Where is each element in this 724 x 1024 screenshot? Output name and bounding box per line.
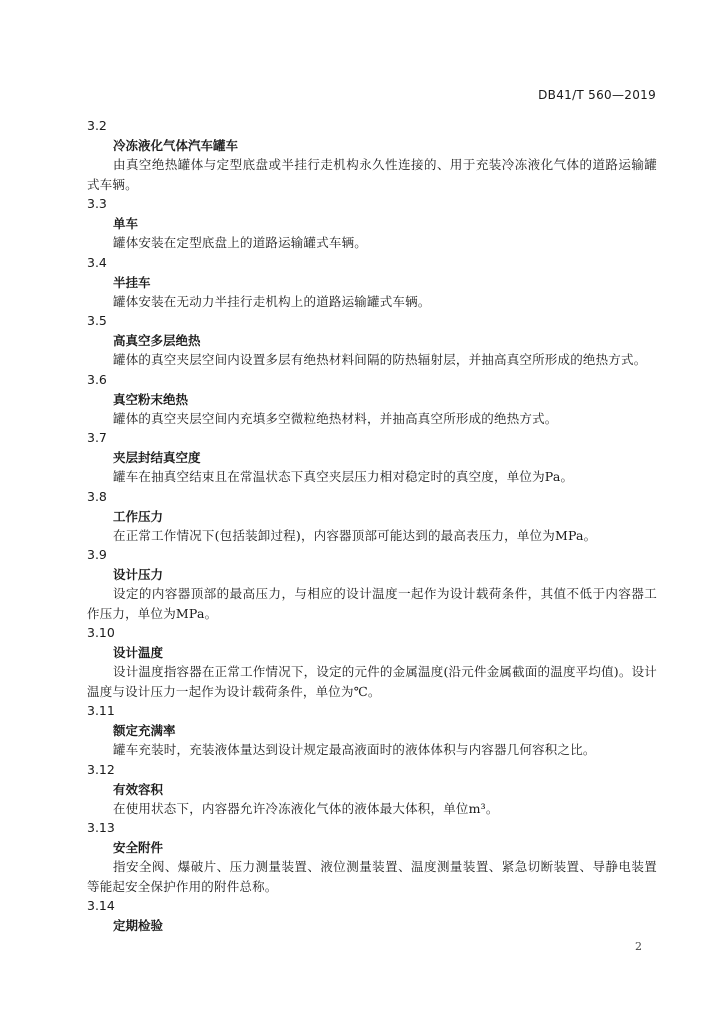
definition-entry [87, 760, 657, 819]
clause-number: 3.10 [87, 625, 115, 640]
definition-entry [87, 311, 657, 370]
clause-number: 3.11 [87, 703, 115, 718]
definition-entry [87, 194, 657, 253]
definition-entry [87, 370, 657, 429]
term-definition: 罐车充装时，充装液体量达到设计规定最高液面时的液体体积与内容器几何容积之比。 [113, 742, 596, 757]
clause-number: 3.2 [87, 118, 107, 133]
term-title: 冷冻液化气体汽车罐车 [113, 138, 239, 153]
term-definition: 在正常工作情况下(包括装卸过程)，内容器顶部可能达到的最高表压力，单位为MPa。 [113, 527, 597, 543]
definition-entry [87, 545, 657, 623]
term-title: 设计压力 [113, 567, 164, 582]
term-definition: 在使用状态下，内容器允许冷冻液化气体的液体最大体积，单位m³。 [113, 800, 499, 816]
definition-entry [87, 487, 657, 546]
term-definition: 罐车在抽真空结束且在常温状态下真空夹层压力相对稳定时的真空度，单位为Pa。 [113, 469, 574, 484]
definition-entry [87, 116, 657, 194]
clause-number: 3.8 [87, 488, 107, 504]
term-definition: 由真空绝热罐体与定型底盘或半挂行走机构永久性连接的、用于充装冷冻液化气体的道路运输罐式车辆。 [87, 157, 657, 192]
term-title: 真空粉末绝热 [113, 391, 189, 407]
term-title: 工作压力 [113, 508, 164, 524]
clause-number: 3.4 [87, 254, 107, 270]
term-definition: 罐体的真空夹层空间内充填多空微粒绝热材料，并抽高真空所形成的绝热方式。 [113, 410, 558, 426]
clause-number: 3.14 [87, 898, 115, 913]
clause-number: 3.5 [87, 313, 107, 328]
term-definition: 罐体的真空夹层空间内设置多层有绝热材料间隔的防热辐射层，并抽高真空所形成的绝热方式。 [113, 352, 647, 367]
definition-entry [87, 253, 657, 312]
term-title: 高真空多层绝热 [113, 333, 201, 348]
term-title: 额定充满率 [113, 723, 176, 738]
term-title: 半挂车 [113, 274, 151, 290]
term-definition: 设定的内容器顶部的最高压力，与相应的设计温度一起作为设计载荷条件，其值不低于内容器工作压力，单位为MPa。 [87, 586, 657, 621]
definition-entry [87, 623, 657, 701]
term-title: 定期检验 [113, 918, 164, 933]
term-definition: 设计温度指容器在正常工作情况下，设定的元件的金属温度(沿元件金属截面的温度平均值)。设计温度与设计压力一起作为设计载荷条件，单位为℃。 [87, 664, 657, 699]
page-number: 2 [635, 940, 642, 953]
term-title: 单车 [113, 216, 139, 231]
clause-number: 3.6 [87, 371, 107, 387]
term-title: 设计温度 [113, 645, 164, 660]
definition-entry [87, 818, 657, 896]
standard-code: DB41/T 560—2019 [538, 88, 656, 102]
definitions-list [87, 116, 657, 935]
term-definition: 指安全阀、爆破片、压力测量装置、液位测量装置、温度测量装置、紧急切断装置、导静电装置等能起安全保护作用的附件总称。 [87, 859, 657, 894]
term-title: 安全附件 [113, 840, 164, 855]
clause-number: 3.3 [87, 196, 107, 211]
definition-entry [87, 428, 657, 487]
definition-entry [87, 896, 657, 935]
clause-number: 3.13 [87, 820, 115, 835]
clause-number: 3.9 [87, 547, 107, 562]
clause-number: 3.12 [87, 761, 115, 777]
term-title: 有效容积 [113, 781, 164, 797]
term-definition: 罐体安装在定型底盘上的道路运输罐式车辆。 [113, 235, 368, 250]
clause-number: 3.7 [87, 430, 107, 445]
definition-entry [87, 701, 657, 760]
term-title: 夹层封结真空度 [113, 450, 201, 465]
term-definition: 罐体安装在无动力半挂行走机构上的道路运输罐式车辆。 [113, 293, 431, 309]
